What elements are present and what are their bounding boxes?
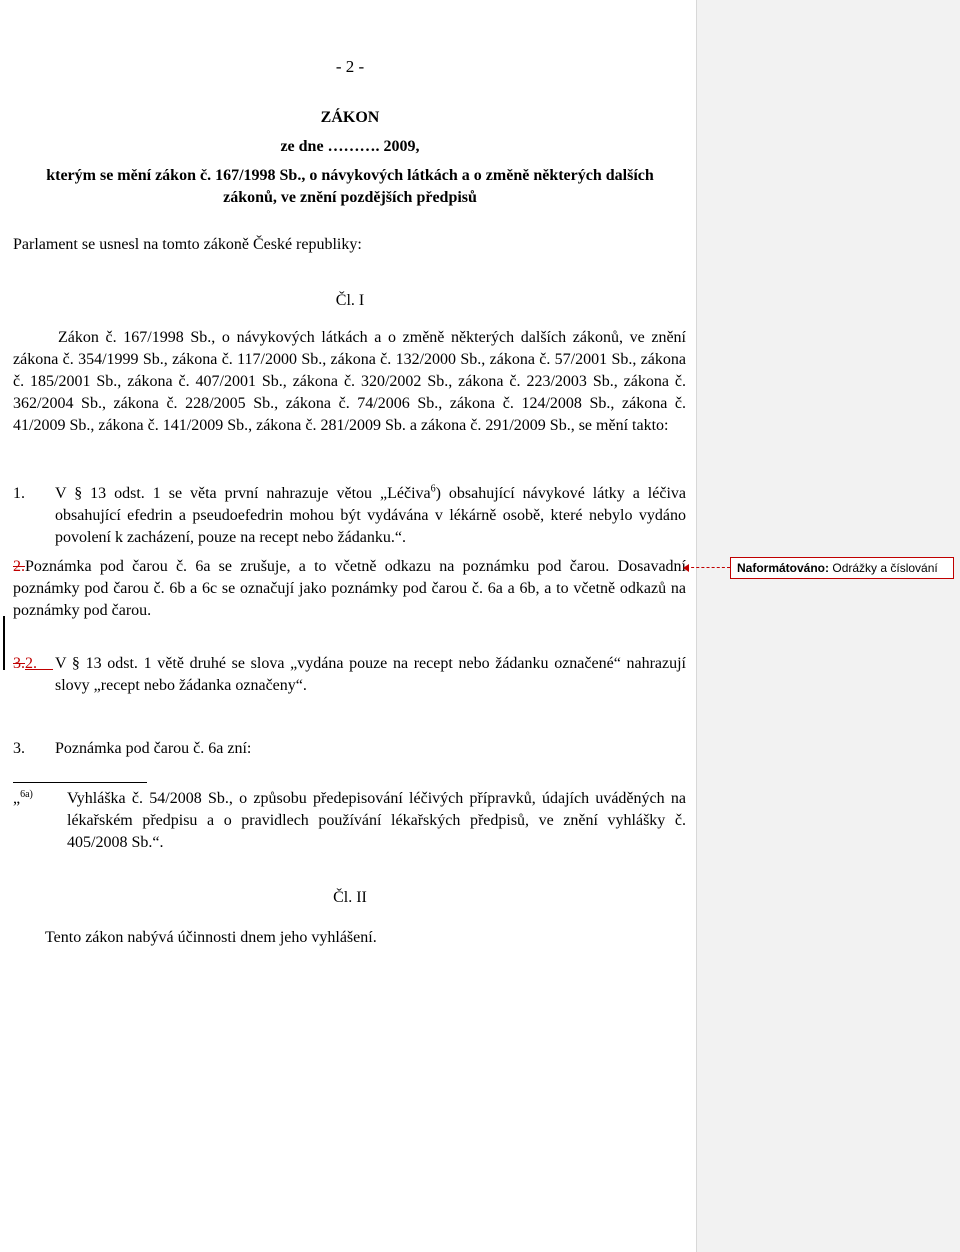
item-1-superscript: 6: [430, 483, 436, 495]
law-date: ze dne ………. 2009,: [280, 138, 420, 155]
comment-connector-line: [686, 567, 730, 568]
item-1-number: 1.: [13, 485, 25, 502]
change-bar: [3, 616, 5, 670]
item-1-text-before: V § 13 odst. 1 se věta první nahrazuje větou „Léčiva: [55, 485, 431, 502]
markup-pane: [696, 0, 960, 1252]
item-1-text-after: ) obsahující návykové látky a léčiva obsahující efedrin a pseudoefedrin mohou být vydávána v lékárně osobě, které nebylo vydáno povolení k zacházení, pouze na recept nebo žádanku.“.: [55, 485, 686, 546]
item-3-inserted-tab: [37, 655, 53, 672]
item-2-deleted-number: 2.: [13, 558, 25, 575]
item-3-number: [13, 653, 53, 675]
footnote-separator: [13, 782, 147, 783]
article-2-heading: Čl. II: [333, 889, 367, 906]
footnote-mark: [13, 788, 33, 812]
comment-connector-arrow: [683, 564, 689, 572]
format-change-balloon[interactable]: [730, 557, 954, 579]
article-1-intro: [13, 327, 686, 437]
footnote-number: 6a): [20, 789, 33, 800]
footnote-open-quote: „: [13, 790, 21, 807]
item-2-text: [13, 556, 686, 622]
item-4-number: 3.: [13, 740, 25, 757]
item-1-text: [55, 483, 686, 549]
law-title: ZÁKON: [320, 109, 380, 126]
enacting-clause: Parlament se usnesl na tomto zákoně České republiky:: [13, 236, 362, 253]
article-2-text: Tento zákon nabývá účinnosti dnem jeho vyhlášení.: [45, 929, 377, 946]
article-1-intro-text: Zákon č. 167/1998 Sb., o návykových látkách a o změně některých dalších zákonů, ve znění zákona č. 354/1999 Sb., zákona č. 117/2000 Sb., zákona č. 132/2000 Sb., zákona č. 57/2001 Sb., zákona č. 185/2001 Sb., zákona č. 407/2001 Sb., zákona č. 320/2002 Sb., zákona č. 223/2003 Sb., zákona č. 362/2004 Sb., zákona č. 228/2005 Sb., zákona č. 74/2006 Sb., zákona č. 124/2008 Sb., zákona č. 41/2009 Sb., zákona č. 141/2009 Sb., zákona č. 281/2009 Sb. a zákona č. 291/2009 Sb., se mění takto:: [13, 329, 686, 434]
page-number: - 2 -: [335, 57, 365, 76]
balloon-text: Odrážky a číslování: [832, 561, 938, 575]
balloon-label: Naformátováno:: [737, 561, 830, 575]
item-4-text: Poznámka pod čarou č. 6a zní:: [55, 740, 252, 757]
item-3-text: V § 13 odst. 1 větě druhé se slova „vydána pouze na recept nebo žádanku označené“ nahrazují slovy „recept nebo žádanka označeny“.: [55, 655, 686, 694]
law-subtitle: kterým se mění zákon č. 167/1998 Sb., o návykových látkách a o změně některých dalších zákonů, ve znění pozdějších předpisů: [46, 167, 654, 206]
item-3-inserted-number: 2.: [25, 655, 37, 672]
item-2-body: Poznámka pod čarou č. 6a se zrušuje, a to včetně odkazu na poznámku pod čarou. Dosavadní poznámky pod čarou č. 6b a 6c se označují jako poznámky pod čarou č. 6a a 6b, a to včetně odkazů na poznámky pod čarou.: [13, 558, 686, 619]
footnote-text: Vyhláška č. 54/2008 Sb., o způsobu předepisování léčivých přípravků, údajích uváděných na lékařském předpisu a o pravidlech používání lékařských předpisů, ve znění vyhlášky č. 405/2008 Sb.“.: [67, 790, 686, 851]
item-3-deleted-number: 3.: [13, 655, 25, 672]
amendment-item-2: [13, 556, 686, 622]
article-1-heading: Čl. I: [335, 292, 365, 309]
